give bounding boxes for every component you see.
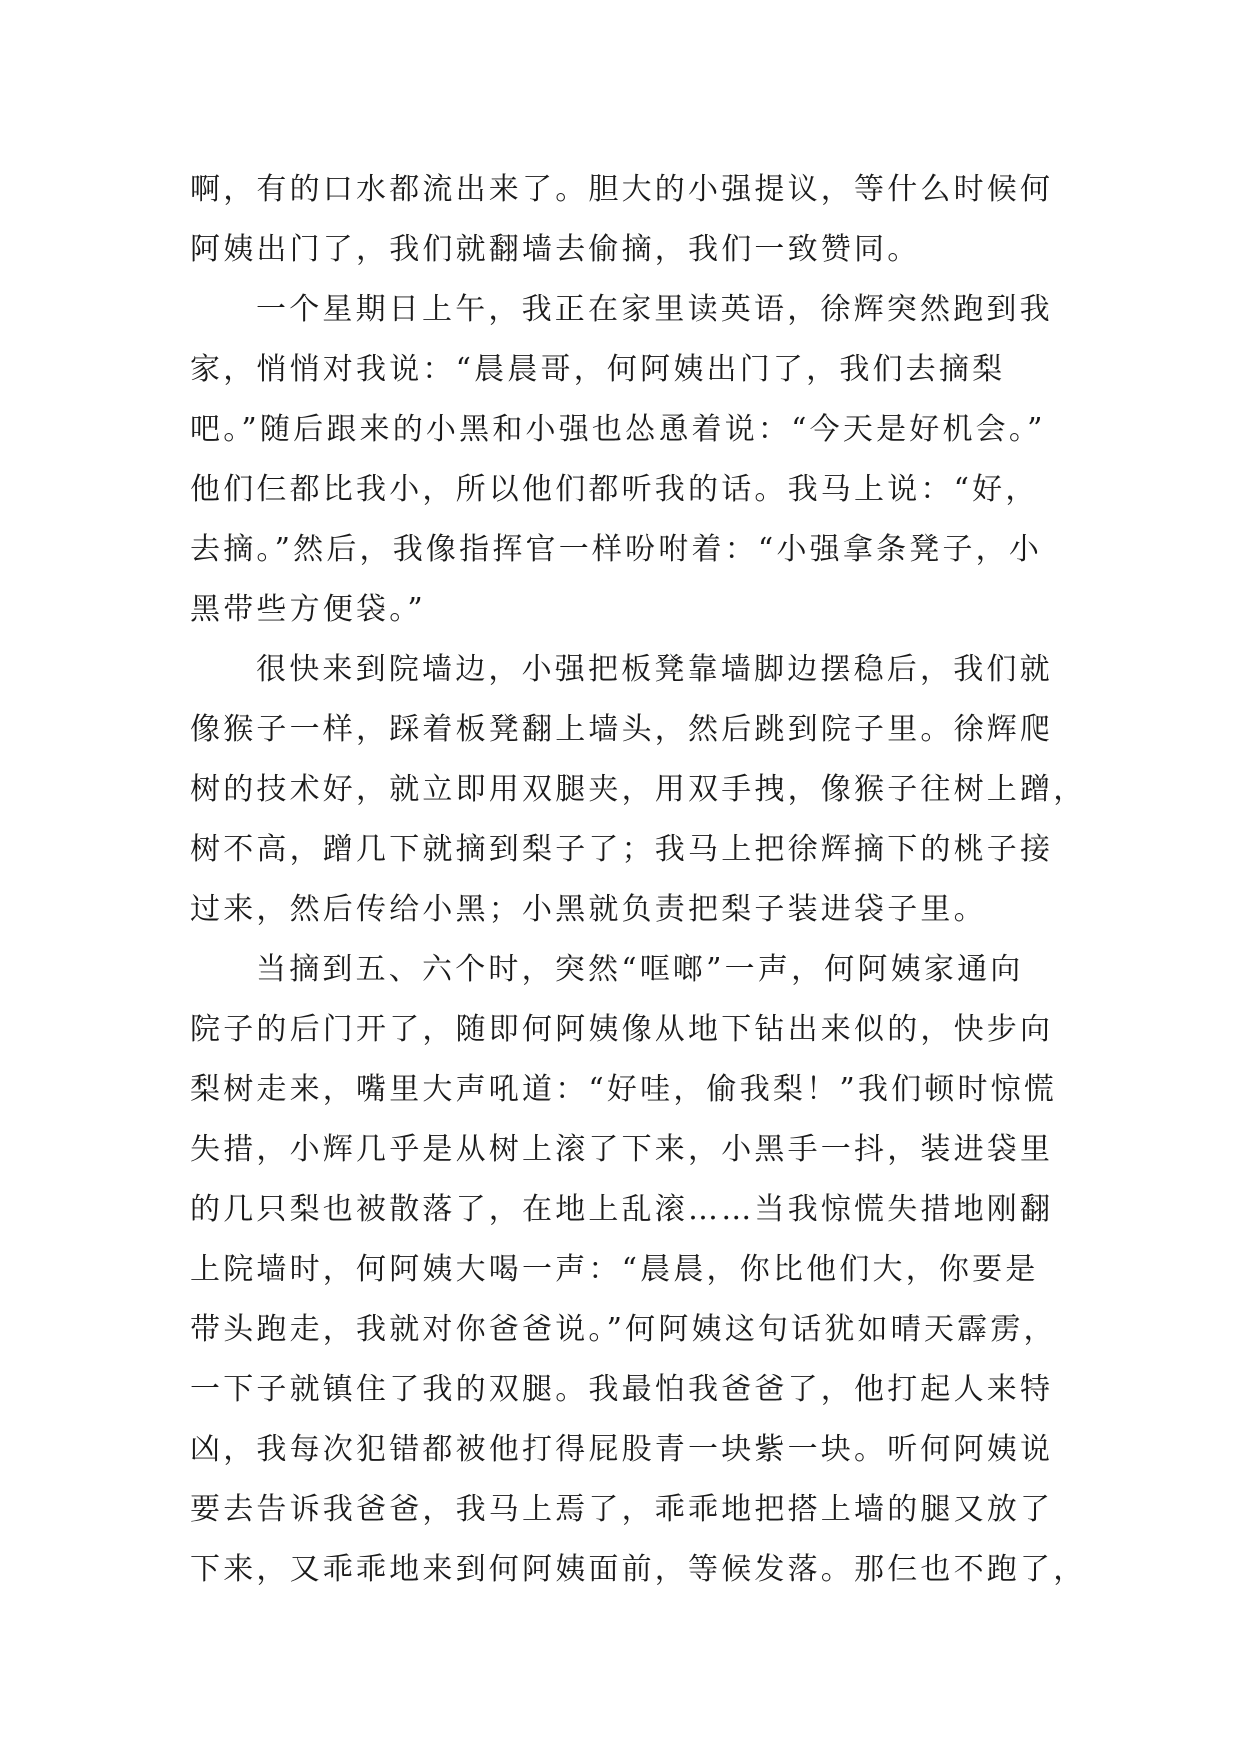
text-line: 过来，然后传给小黑；小黑就负责把梨子装进袋子里。: [190, 892, 987, 927]
text-line: 啊，有的口水都流出来了。胆大的小强提议，等什么时候何: [190, 172, 1054, 207]
text-line: 去摘。”然后，我像指挥官一样吩咐着：“小强拿条凳子，小: [190, 532, 1043, 567]
text-line: 吧。”随后跟来的小黑和小强也怂恿着说：“今天是好机会。”: [190, 412, 1046, 447]
text-line: 黑带些方便袋。”: [190, 592, 426, 627]
text-line: 他们仨都比我小，所以他们都听我的话。我马上说：“好，: [190, 472, 1039, 507]
text-line: 失措，小辉几乎是从树上滚了下来，小黑手一抖，装进袋里: [190, 1132, 1054, 1167]
text-line: 要去告诉我爸爸，我马上焉了，乖乖地把搭上墙的腿又放了: [190, 1492, 1054, 1527]
text-line: 梨树走来，嘴里大声吼道：“好哇，偷我梨！”我们顿时惊慌: [190, 1072, 1058, 1107]
text-line: 家，悄悄对我说：“晨晨哥，何阿姨出门了，我们去摘梨: [190, 352, 1006, 387]
paragraph-first-line: 很快来到院墙边，小强把板凳靠墙脚边摆稳后，我们就: [256, 652, 1053, 687]
text-line: 下来，又乖乖地来到何阿姨面前，等候发落。那仨也不跑了，: [190, 1552, 1087, 1587]
text-line: 带头跑走，我就对你爸爸说。”何阿姨这句话犹如晴天霹雳，: [190, 1312, 1057, 1347]
text-line: 一下子就镇住了我的双腿。我最怕我爸爸了，他打起人来特: [190, 1372, 1054, 1407]
text-line: 凶，我每次犯错都被他打得屁股青一块紫一块。听何阿姨说: [190, 1432, 1054, 1467]
text-line: 上院墙时，何阿姨大喝一声：“晨晨，你比他们大，你要是: [190, 1252, 1039, 1287]
text-line: 院子的后门开了，随即何阿姨像从地下钻出来似的，快步向: [190, 1012, 1054, 1047]
text-line: 树的技术好，就立即用双腿夹，用双手拽，像猴子往树上蹭，: [190, 772, 1087, 807]
body-text: [190, 160, 1087, 1600]
paragraph-first-line: 一个星期日上午，我正在家里读英语，徐辉突然跑到我: [256, 292, 1053, 327]
text-line: 像猴子一样，踩着板凳翻上墙头，然后跳到院子里。徐辉爬: [190, 712, 1054, 747]
text-line: 阿姨出门了，我们就翻墙去偷摘，我们一致赞同。: [190, 232, 921, 267]
paragraph-first-line: 当摘到五、六个时，突然“哐啷”一声，何阿姨家通向: [256, 952, 1024, 987]
text-line: 的几只梨也被散落了，在地上乱滚……当我惊慌失措地刚翻: [190, 1192, 1054, 1227]
text-line: 树不高，蹭几下就摘到梨子了；我马上把徐辉摘下的桃子接: [190, 832, 1054, 867]
